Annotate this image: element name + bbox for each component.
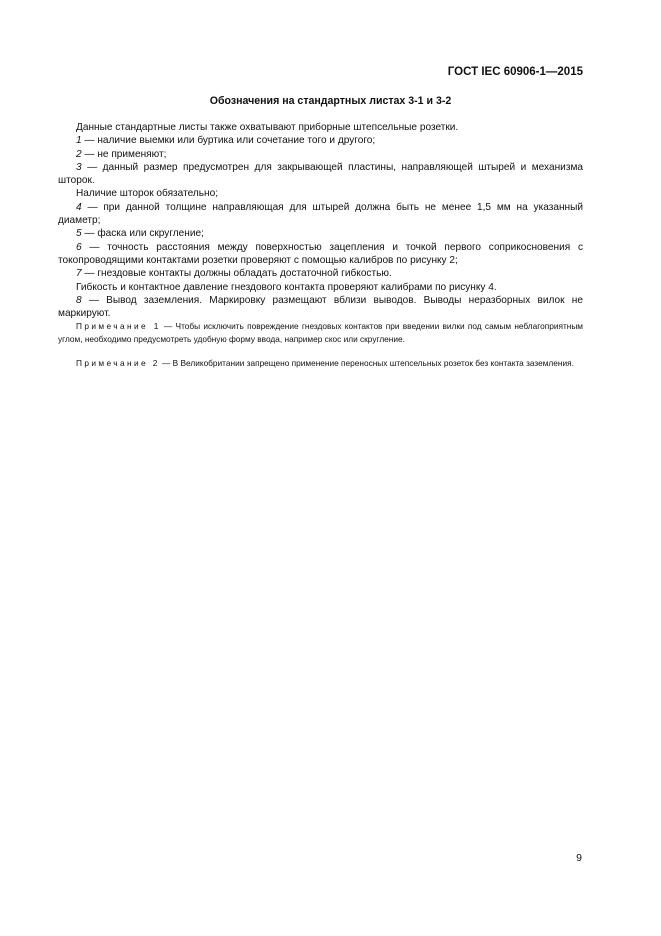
item-text: — точность расстояния между поверхностью зацепления и точкой первого соприкосновения с токопроводящими контактами розетки проверяют с помощью калибров по рисунку 2; (58, 241, 583, 266)
list-item (58, 148, 583, 161)
note-2 (58, 357, 583, 370)
item-text: — фаска или скругление; (81, 228, 204, 240)
list-item (58, 281, 583, 294)
list-item (58, 134, 583, 147)
item-number: 8 (76, 294, 82, 306)
item-text: Наличие шторок обязательно; (76, 188, 219, 200)
item-text: — гнездовые контакты должны обладать достаточной гибкостью. (81, 268, 392, 280)
item-number: 6 (76, 241, 82, 253)
list-item (58, 267, 583, 280)
document-code: ГОСТ IEC 60906-1—2015 (447, 66, 583, 78)
item-number: 1 (76, 135, 82, 147)
item-number: 2 (76, 148, 82, 160)
list-item (58, 227, 583, 240)
list-item (58, 161, 583, 188)
item-number: 3 (76, 161, 82, 173)
note-label: Примечание 2 (76, 357, 160, 368)
intro-paragraph: Данные стандартные листы также охватывают приборные штепсельные розетки. (76, 122, 459, 133)
item-number: 5 (76, 228, 82, 240)
item-text: — не применяют; (81, 148, 167, 160)
list-item (58, 187, 583, 200)
item-text: — Вывод заземления. Маркировку размещают вблизи выводов. Выводы неразборных вилок не маркируют. (58, 294, 583, 320)
page-number: 9 (576, 852, 582, 864)
section-title: Обозначения на стандартных листах 3-1 и 3-2 (209, 95, 452, 107)
note-text: — Чтобы исключить повреждение гнездовых контактов при введении вилки под самым неблагоприятным углом, необходимо предусмотреть удобную форму ввода, например скос или скругление. (58, 321, 583, 345)
list-item (58, 294, 583, 321)
notes (58, 320, 583, 380)
item-text: — при данной толщине направляющая для штырей должна быть не менее 1,5 мм на указанный диаметр; (58, 201, 583, 227)
item-text: — наличие выемки или буртика или сочетание того и другого; (81, 135, 376, 147)
list-item (58, 201, 583, 228)
note-text: — В Великобритании запрещено применение переносных штепсельных розеток без контакта заземления. (159, 357, 574, 368)
item-number: 7 (76, 268, 82, 280)
body-text (58, 121, 583, 320)
note-1 (58, 320, 583, 347)
item-text: — данный размер предусмотрен для закрывающей пластины, направляющей штырей и механизма шторок. (58, 161, 583, 187)
list-item (58, 241, 583, 268)
item-text: Гибкость и контактное давление гнездового контакта проверяют калибрами по рисунку 4. (76, 281, 497, 293)
item-number: 4 (76, 201, 82, 213)
note-label: Примечание 1 (76, 321, 161, 331)
